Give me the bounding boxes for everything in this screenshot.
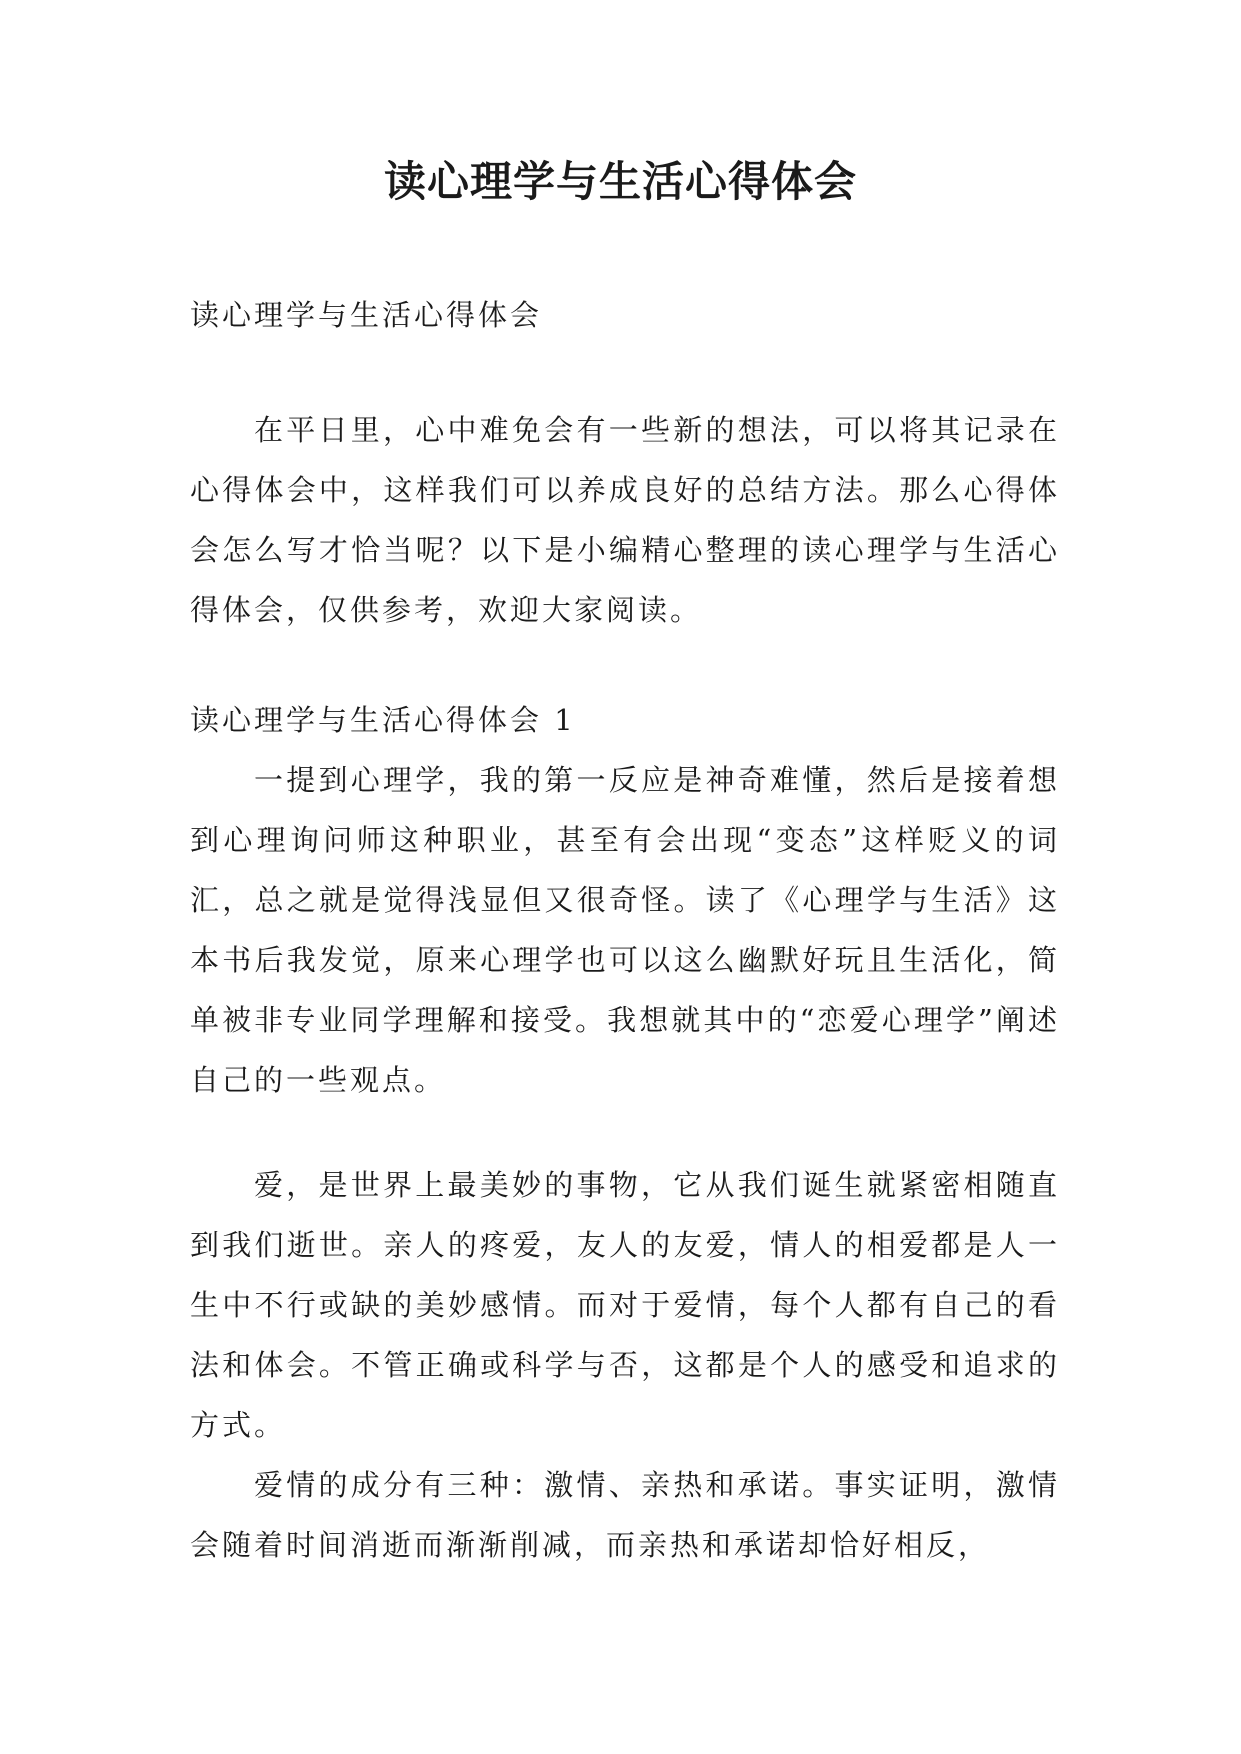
- body-paragraph-3: 爱情的成分有三种：激情、亲热和承诺。事实证明，激情会随着时间消逝而渐渐削减，而亲热和承诺却恰好相反，: [190, 1468, 1060, 1562]
- body-paragraph-2: 爱，是世界上最美妙的事物，它从我们诞生就紧密相随直到我们逝世。亲人的疼爱，友人的友爱，情人的相爱都是人一生中不行或缺的美妙感情。而对于爱情，每个人都有自己的看法和体会。不管正确或科学与否，这都是个人的感受和追求的方式。: [190, 1168, 1060, 1442]
- document-subtitle: 读心理学与生活心得体会: [190, 298, 543, 332]
- document-title: 读心理学与生活心得体会: [383, 157, 857, 206]
- intro-paragraph: 在平日里，心中难免会有一些新的想法，可以将其记录在心得体会中，这样我们可以养成良好的总结方法。那么心得体会怎么写才恰当呢？以下是小编精心整理的读心理学与生活心得体会，仅供参考，欢迎大家阅读。: [190, 413, 1060, 627]
- body-paragraph-1: 一提到心理学，我的第一反应是神奇难懂，然后是接着想到心理询问师这种职业，甚至有会出现“变态”这样贬义的词汇，总之就是觉得浅显但又很奇怪。读了《心理学与生活》这本书后我发觉，原来心理学也可以这么幽默好玩且生活化，简单被非专业同学理解和接受。我想就其中的“恋爱心理学”阐述自己的一些观点。: [190, 763, 1060, 1097]
- section-heading: 读心理学与生活心得体会 1: [190, 703, 576, 737]
